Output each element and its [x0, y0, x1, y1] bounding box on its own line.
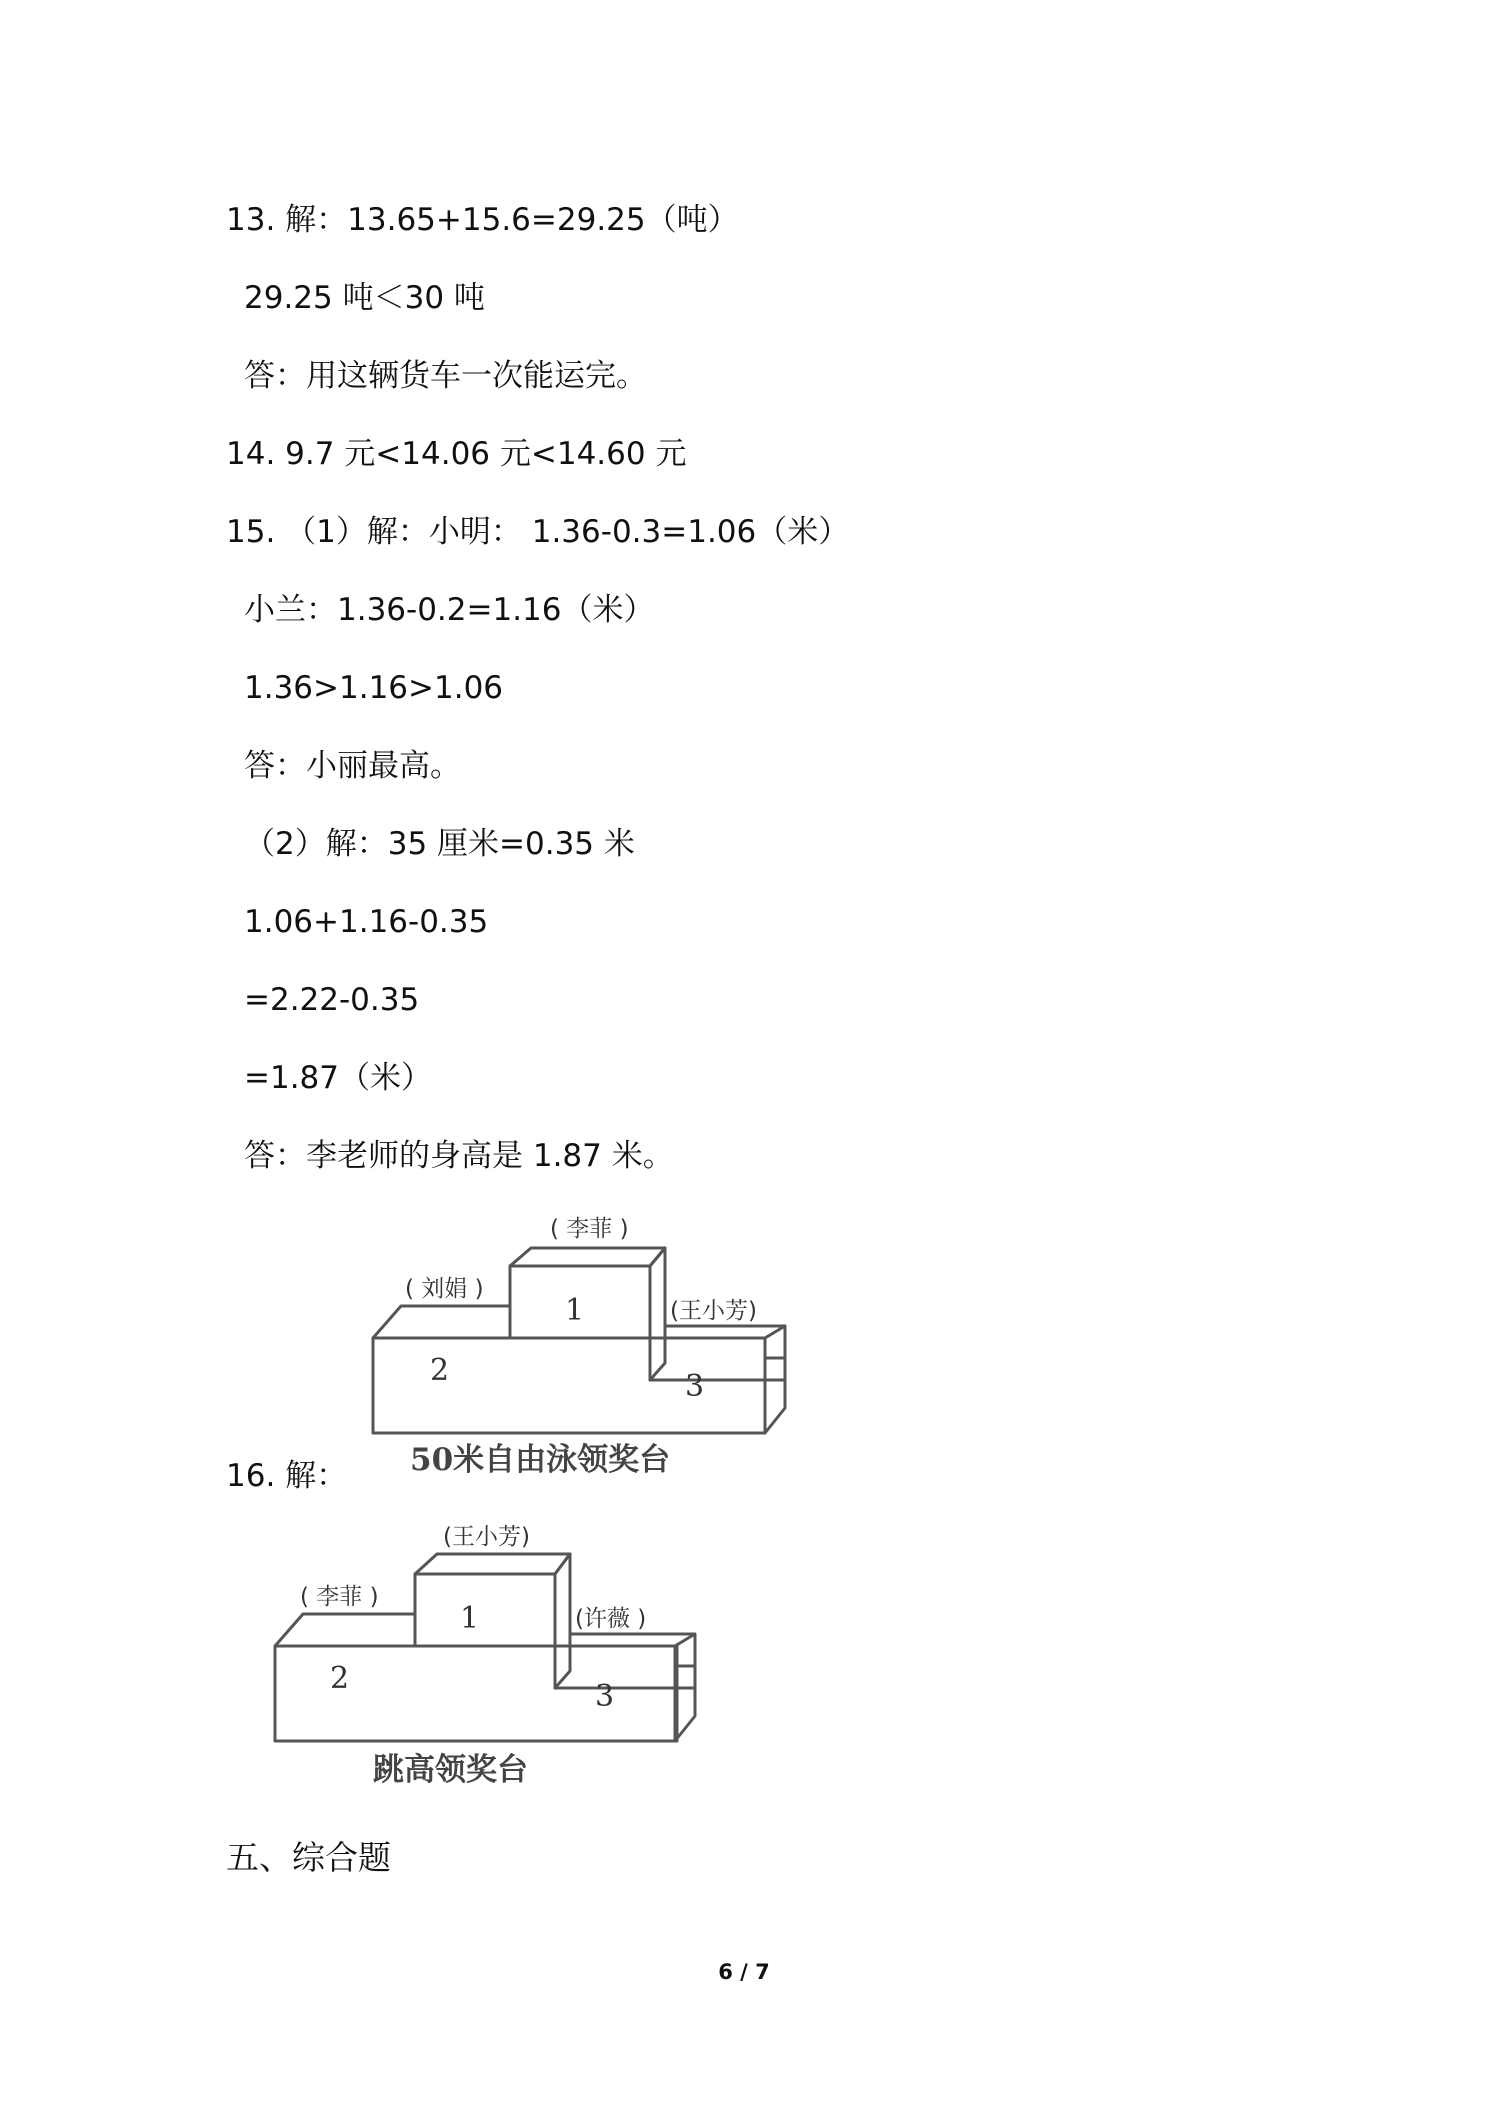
podium1-second-label: ( 刘娟 ) — [405, 1276, 484, 1302]
podium2-rank-1: 1 — [460, 1601, 480, 1636]
podium-swimming — [355, 1208, 805, 1488]
answer-13-line2: 29.25 吨＜30 吨 — [244, 280, 485, 316]
podium2-third-label: (许薇 ) — [575, 1606, 647, 1632]
answer-15-line8: =1.87（米） — [244, 1060, 432, 1096]
answer-15-line7: =2.22-0.35 — [244, 982, 420, 1018]
answer-16-label: 16. 解： — [226, 1458, 348, 1494]
podium2-second-label: ( 李菲 ) — [300, 1584, 379, 1610]
answer-13-line1: 13. 解：13.65+15.6=29.25（吨） — [226, 202, 739, 238]
podium1-rank-2: 2 — [430, 1353, 450, 1388]
answer-15-line1: 15. （1）解：小明： 1.36-0.3=1.06（米） — [226, 514, 850, 550]
answer-15-line9: 答：李老师的身高是 1.87 米。 — [244, 1138, 674, 1174]
podium1-rank-3: 3 — [685, 1369, 705, 1404]
answer-13-line3: 答：用这辆货车一次能运完。 — [244, 358, 647, 394]
podium2-rank-2: 2 — [330, 1661, 350, 1696]
podium-high-jump — [255, 1508, 715, 1798]
page-number: 6 / 7 — [718, 1960, 770, 1984]
answer-15-line2: 小兰：1.36-0.2=1.16（米） — [244, 592, 655, 628]
answer-15-line4: 答：小丽最高。 — [244, 748, 461, 784]
podium1-caption: 50米自由泳领奖台 — [410, 1442, 671, 1478]
answer-15-line3: 1.36>1.16>1.06 — [244, 670, 504, 706]
answer-15-line5: （2）解：35 厘米=0.35 米 — [244, 826, 635, 862]
answer-14-line1: 14. 9.7 元<14.06 元<14.60 元 — [226, 436, 687, 472]
podium1-first-label: ( 李菲 ) — [550, 1216, 629, 1242]
podium1-rank-1: 1 — [565, 1293, 585, 1328]
answer-15-line6: 1.06+1.16-0.35 — [244, 904, 489, 940]
podium1-third-label: (王小芳) — [670, 1298, 757, 1324]
podium2-rank-3: 3 — [595, 1679, 615, 1714]
section-heading-5: 五、综合题 — [226, 1838, 391, 1877]
podium2-caption: 跳高领奖台 — [373, 1752, 528, 1788]
podium2-first-label: (王小芳) — [443, 1524, 530, 1550]
